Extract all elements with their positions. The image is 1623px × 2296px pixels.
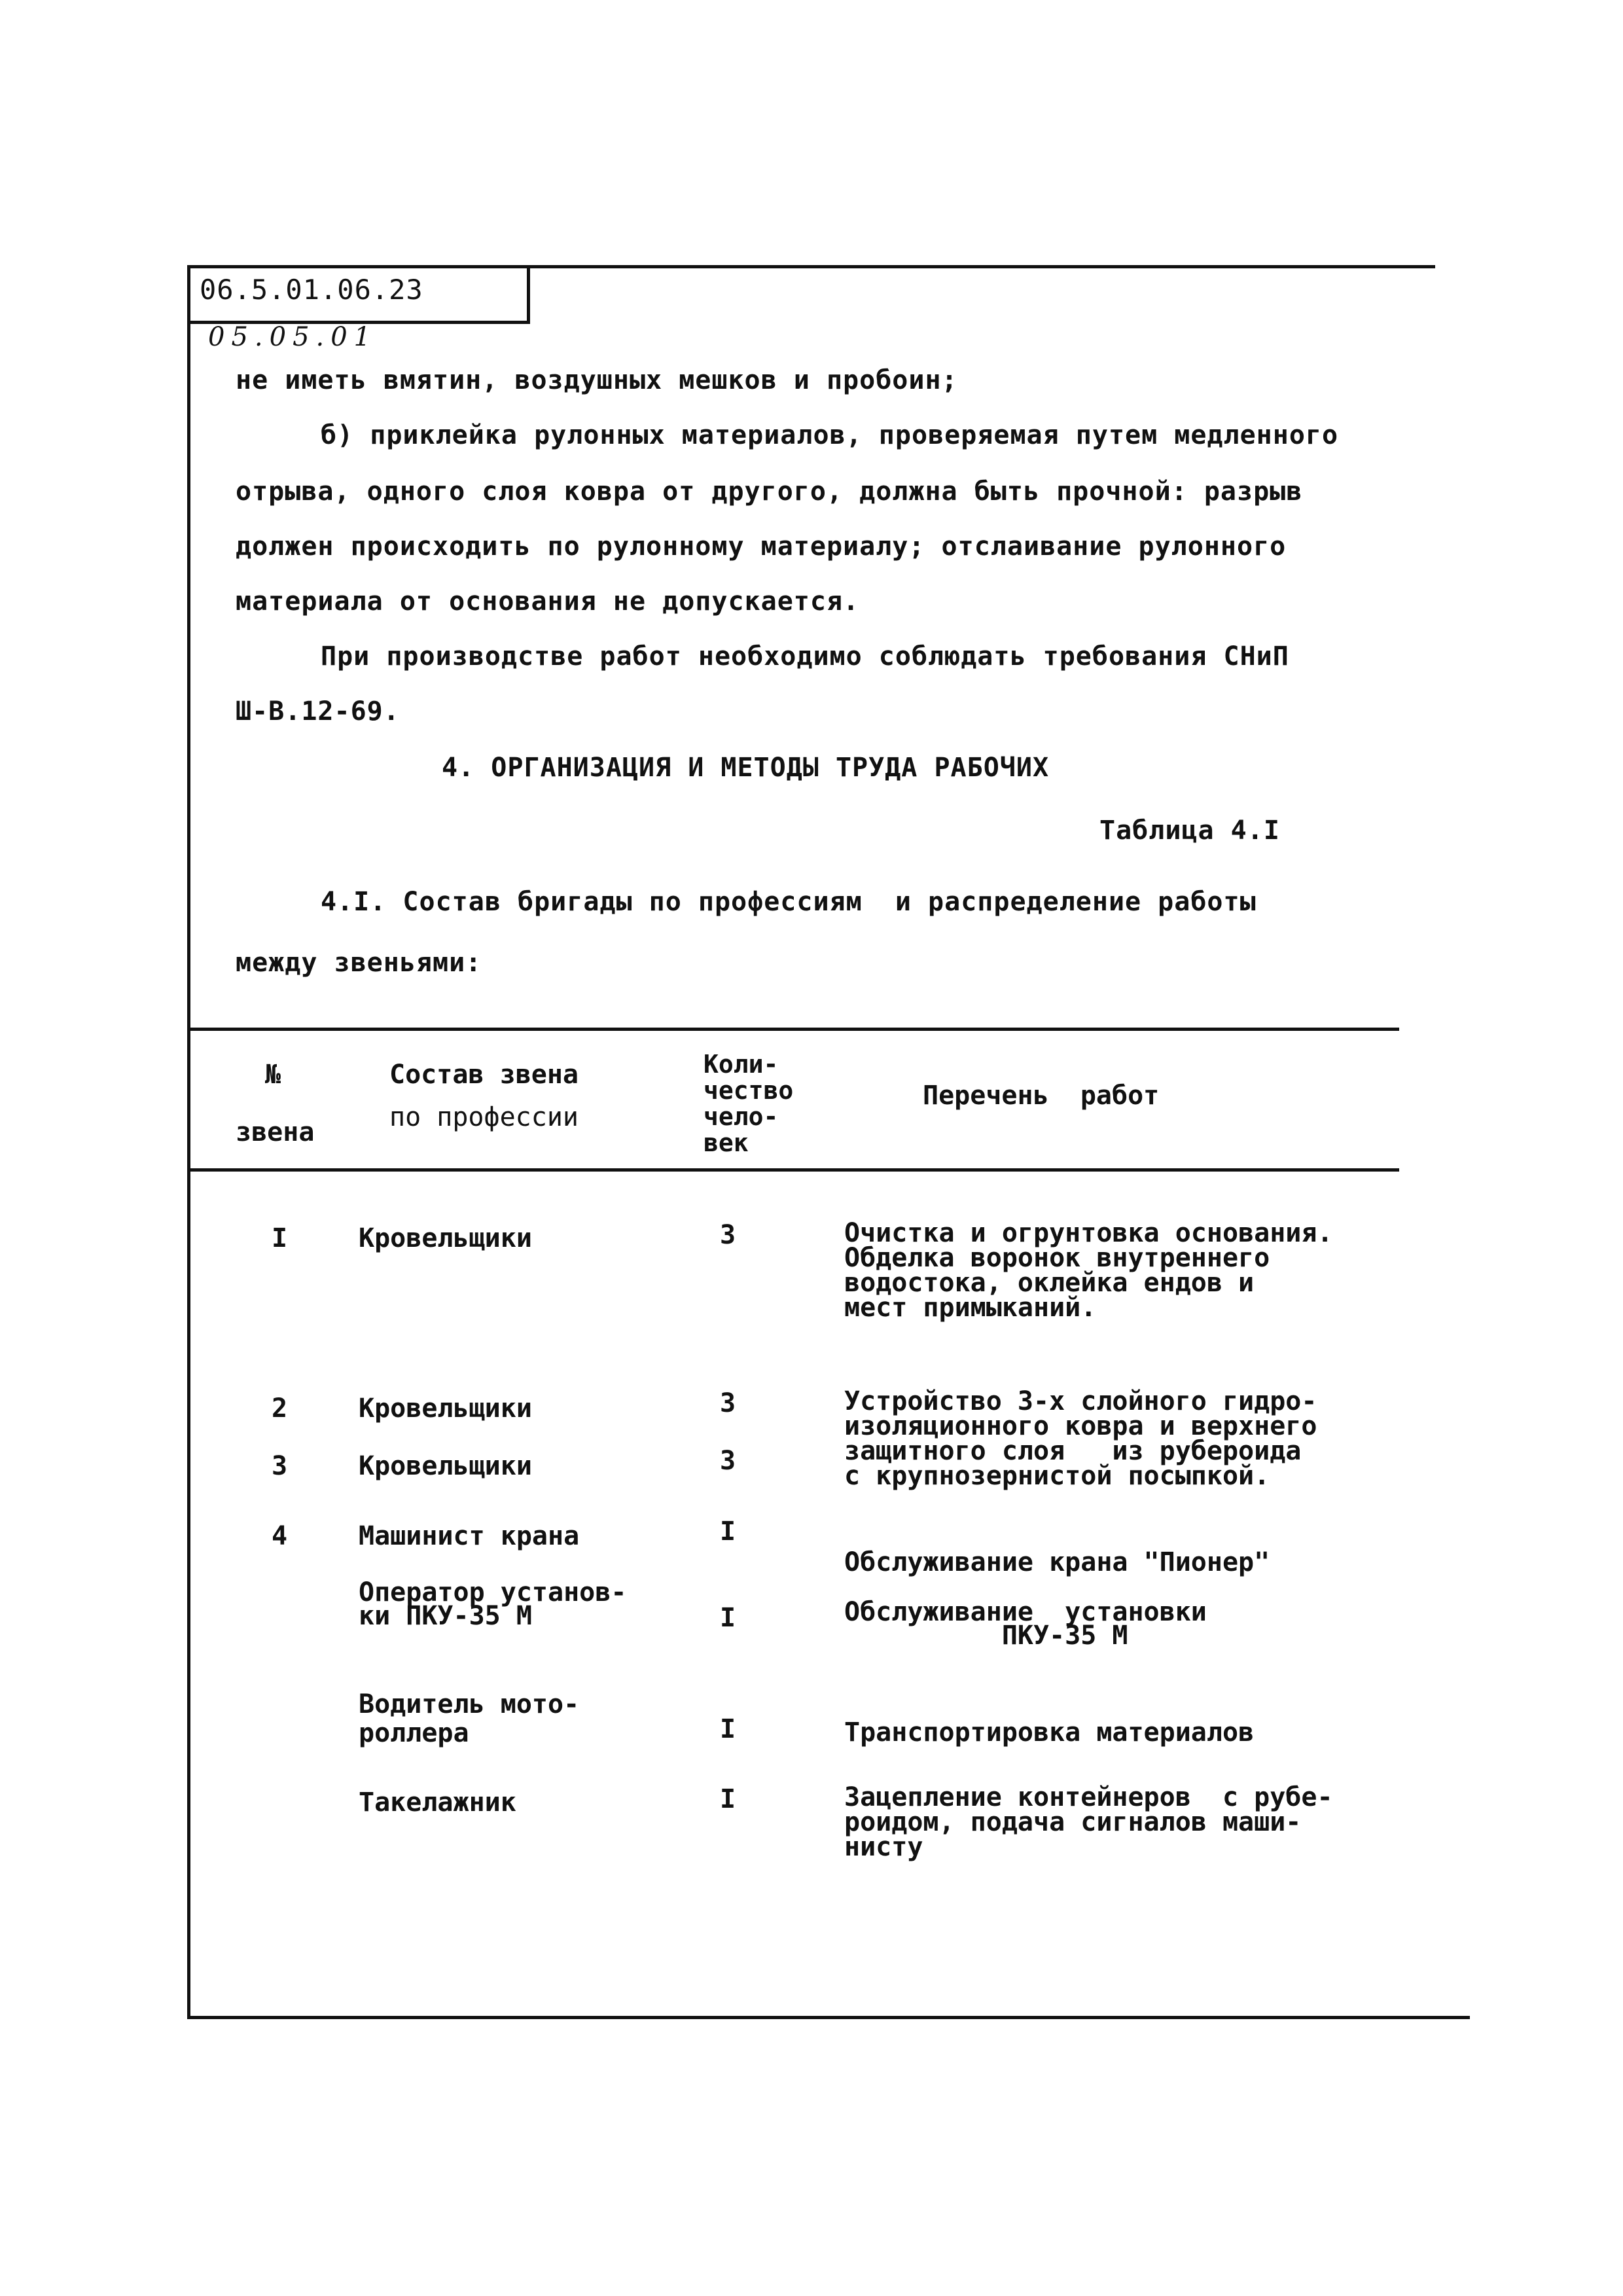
body-line-2: б) приклейка рулонных материалов, проверяемая путем медленного [321,420,1339,450]
row7-profession: Такелажник [359,1787,516,1818]
row4-profession: Машинист крана [359,1521,580,1551]
row1-profession: Кровельщики [359,1223,532,1253]
doc-code: 06.5.01.06.23 [200,274,423,306]
row4-works: Обслуживание крана "Пионер" [844,1547,1270,1577]
body-line-5: материала от основания не допускается. [236,586,860,617]
row6-profession: Водитель мото- роллера [359,1689,580,1748]
subsection-line-1: 4.I. Состав бригады по профессиям и распределение работы [321,887,1257,917]
body-line-4: должен происходить по рулонному материалу; отслаивание рулонного [236,531,1287,562]
header-num-line2: звена [236,1117,315,1147]
row3-num: 3 [272,1451,288,1481]
row4-count: I [720,1516,736,1547]
header-count: Коли- чество чело- век [704,1050,794,1157]
row6-count: I [720,1714,736,1744]
row5-works: Обслуживание установки ПКУ-35 М [844,1597,1207,1651]
body-line-3: отрыва, одного слоя ковра от другого, должна быть прочной: разрыв [236,476,1303,507]
row5-count: I [720,1603,736,1633]
row3-profession: Кровельщики [359,1451,532,1481]
body-line-6: При производстве работ необходимо соблюдать требования СНиП [321,641,1289,672]
header-works: Перечень работ [923,1081,1160,1111]
row1-count: 3 [720,1220,736,1250]
row6-works: Транспортировка материалов [844,1717,1255,1748]
body-line-1: не иметь вмятин, воздушных мешков и пробоин; [236,365,958,395]
table-top-rule [188,1028,1399,1031]
body-line-7: Ш-В.12-69. [236,696,400,726]
row2-num: 2 [272,1393,288,1424]
row2-works: Устройство 3-х слойного гидро- изоляционного ковра и верхнего защитного слоя из рубероида с крупнозернистой посыпкой. [844,1386,1317,1491]
handwritten-code: 05.05.01 [208,322,378,352]
section-title: 4. ОРГАНИЗАЦИЯ И МЕТОДЫ ТРУДА РАБОЧИХ [442,753,1050,783]
header-composition-line2: по профессии [389,1102,579,1132]
row3-count: 3 [720,1446,736,1476]
subsection-line-2: между звеньями: [236,948,482,978]
left-border-line [187,265,190,2019]
header-composition-line1: Состав звена [389,1060,579,1090]
row1-works: Очистка и огрунтовка основания. Обделка воронок внутреннего водостока, оклейка ендов и мест примыканий. [844,1218,1333,1323]
row5-profession: Оператор установ- ки ПКУ-35 М [359,1577,627,1631]
row2-profession: Кровельщики [359,1393,532,1424]
bottom-border-line [187,2016,1470,2019]
table-label: Таблица 4.I [1099,816,1280,846]
row7-count: I [720,1784,736,1814]
row4-num: 4 [272,1521,288,1551]
header-num-line1: № [265,1060,281,1090]
table-header-rule [188,1168,1399,1172]
row1-num: I [272,1223,288,1253]
row2-count: 3 [720,1388,736,1418]
row7-works: Зацепление контейнеров с рубе- роидом, подача сигналов маши- нисту [844,1782,1333,1862]
